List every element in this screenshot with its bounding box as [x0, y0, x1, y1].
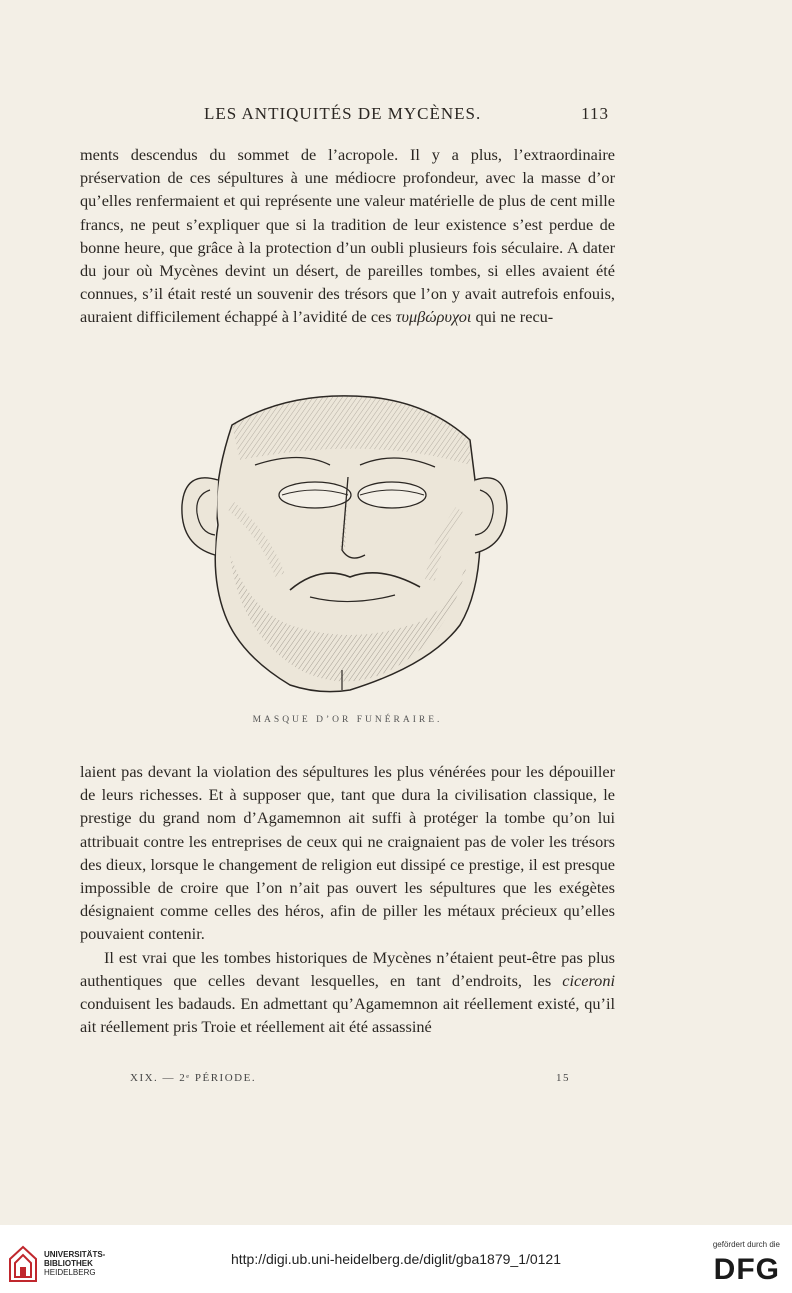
- left-eye: [279, 482, 351, 508]
- figure-caption: MASQUE D’OR FUNÉRAIRE.: [252, 715, 443, 725]
- paragraph-2: [80, 946, 615, 1039]
- text-block-top: [80, 143, 615, 329]
- right-ear: [475, 478, 507, 553]
- dfg-logo[interactable]: DFG: [713, 1253, 780, 1286]
- paragraph-continuation: [80, 143, 615, 329]
- text-after-greek: qui ne recu-: [475, 307, 554, 327]
- paragraph-1: laient pas devant la violation des sépultures les plus vénérées pour les dépouiller de leurs richesses. Et à supposer que, tant que dura la civilisation classique, le prestige du grand nom d’Agamemnon ait suffi à protéger la tombe qu’on lui attribuait contre les entreprises de ceux qui ne craignaient pas de voler les trésors des dieux, lorsque le changement de religion eut dissipé ce prestige, il est presque impossible de croire que l’on n’ait pas ouvert les sépultures que les exégètes désignaient comme celles des héros, afin de piller les métaux précieux qu’elles pouvaient contenir.: [80, 762, 615, 944]
- text-block-bottom: [80, 760, 615, 1038]
- institution-line-2: BIBLIOTHEK: [44, 1259, 93, 1268]
- signature-line: [130, 1072, 570, 1084]
- text-before-greek: ments descendus du sommet de l’acropole. Il y a plus, l’extraordinaire préservation de ces sépultures à une médiocre profondeur, avec la masse d’or qu’elles renfermaient et qui représente une valeur matérielle de plus de cent mille francs, ne peut s’expliquer que si la tradition de leur existence s’est perdue de bonne heure, que grâce à la protection d’un oubli plusieurs fois séculaire. A dater du jour où Mycènes devint un désert, de pareilles tombes, si elles avaient été connues, s’il était resté un souvenir des trésors que l’on y avait autrefois enfouis, auraient difficilement échappé à l’avidité de ces: [80, 145, 615, 327]
- signature-number: 15: [556, 1072, 570, 1084]
- right-eye: [358, 482, 426, 508]
- greek-word: τυμβώρυχοι: [395, 307, 472, 327]
- institution-line-1: UNIVERSITÄTS-: [44, 1250, 106, 1259]
- left-ear: [182, 478, 218, 555]
- signature-volume: XIX. — 2ᵉ PÉRIODE.: [130, 1072, 257, 1084]
- gold-mask-figure: [170, 385, 510, 695]
- page-number: 113: [581, 104, 609, 123]
- italic-ciceroni: ciceroni: [562, 970, 615, 990]
- funder-label: gefördert durch die: [712, 1240, 780, 1249]
- para2-after-italic: conduisent les badauds. En admettant qu’Agamemnon ait réellement existé, qu’il ait réellement pris Troie et réellement ait été assassiné: [80, 994, 615, 1037]
- permalink-url[interactable]: http://digi.ub.uni-heidelberg.de/diglit/gba1879_1/0121: [230, 1251, 562, 1267]
- institution-line-3: HEIDELBERG: [44, 1268, 96, 1277]
- footer-bar: [0, 1225, 792, 1293]
- running-head: [80, 104, 615, 128]
- para2-before-italic: Il est vrai que les tombes historiques de Mycènes n’étaient peut-être pas plus authentiques que celles devant lesquelles, en tant d’endroits, les: [80, 947, 615, 990]
- running-title: LES ANTIQUITÉS DE MYCÈNES.: [204, 104, 482, 123]
